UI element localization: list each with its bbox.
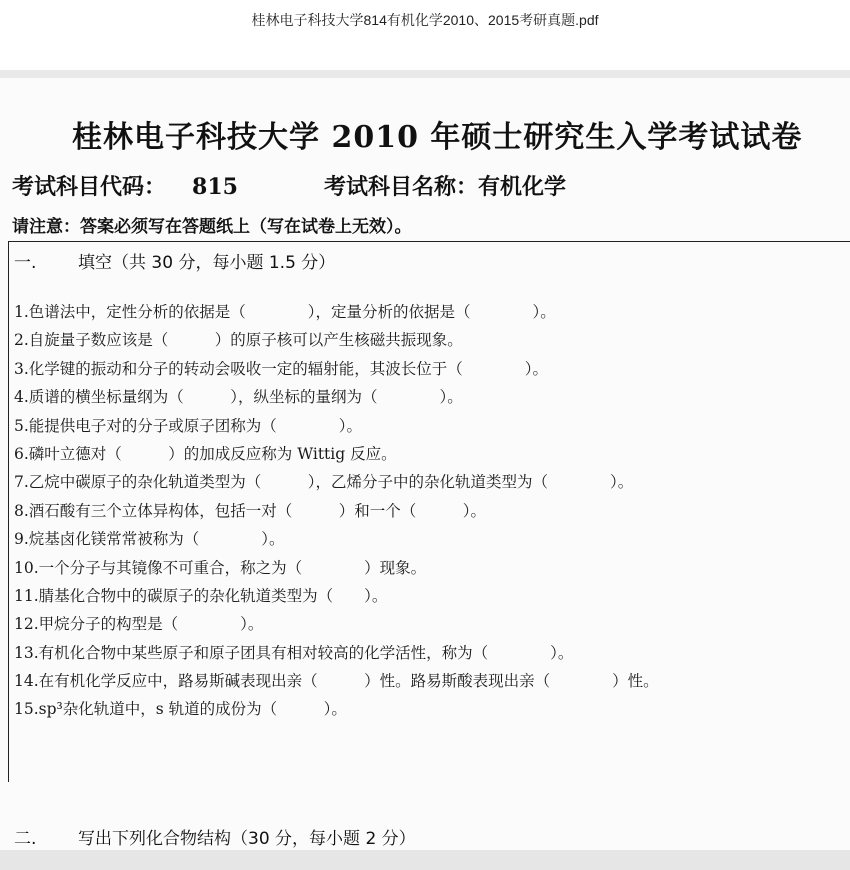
question-item: 7.乙烷中碳原子的杂化轨道类型为（ ），乙烯分子中的杂化轨道类型为（ ）。 <box>14 473 634 492</box>
section-2-heading <box>14 824 416 849</box>
question-item: 1.色谱法中，定性分析的依据是（ ），定量分析的依据是（ ）。 <box>14 303 556 321</box>
question-item: 14.在有机化学反应中，路易斯碱表现出亲（ ）性。路易斯酸表现出亲（ ）性。 <box>14 672 659 691</box>
section-2-number: 二. <box>14 829 37 849</box>
header-divider <box>0 70 850 78</box>
question-item: 6.磷叶立德对（ ）的加成反应称为 Wittig 反应。 <box>14 444 397 463</box>
question-item: 5.能提供电子对的分子或原子团称为（ ）。 <box>14 416 363 435</box>
question-item: 12.甲烷分子的构型是（ ）。 <box>14 615 264 634</box>
question-item: 2.自旋量子数应该是（ ）的原子核可以产生核磁共振现象。 <box>14 331 463 350</box>
question-item: 4.质谱的横坐标量纲为（ ），纵坐标的量纲为（ ）。 <box>14 388 463 407</box>
file-title: 桂林电子科技大学814有机化学2010、2015考研真题.pdf <box>251 12 599 28</box>
question-item: 9.烷基卤化镁常常被称为（ ）。 <box>14 530 285 549</box>
section-2-title: 写出下列化合物结构（30 分，每小题 2 分） <box>78 829 416 849</box>
section-1-heading <box>14 248 335 273</box>
section-1-title: 填空（共 30 分，每小题 1.5 分） <box>78 253 336 273</box>
viewer-header <box>0 0 850 70</box>
answer-notice: 请注意：答案必须写在答题纸上（写在试卷上无效）。 <box>12 217 412 237</box>
exam-title: 桂林电子科技大学 2010 年硕士研究生入学考试试卷 <box>72 120 803 155</box>
question-item: 8.酒石酸有三个立体异构体，包括一对（ ）和一个（ ）。 <box>14 501 487 520</box>
question-item: 13.有机化合物中某些原子和原子团具有相对较高的化学活性，称为（ ）。 <box>14 643 574 662</box>
subject-code-value: 815 <box>192 174 238 200</box>
subject-code-label: 考试科目代码： <box>12 174 167 200</box>
section-1-number: 一. <box>14 253 37 273</box>
question-item: 10.一个分子与其镜像不可重合，称之为（ ）现象。 <box>14 558 427 577</box>
subject-line <box>12 170 567 201</box>
question-list <box>14 298 659 724</box>
question-item: 15.sp³杂化轨道中，s 轨道的成份为（ ）。 <box>14 700 347 719</box>
subject-name-label: 考试科目名称：有机化学 <box>324 174 567 200</box>
question-item: 11.腈基化合物中的碳原子的杂化轨道类型为（ ）。 <box>14 586 388 605</box>
question-item: 3.化学键的振动和分子的转动会吸收一定的辐射能，其波长位于（ ）。 <box>14 359 549 378</box>
page-bottom-gap <box>0 850 850 870</box>
